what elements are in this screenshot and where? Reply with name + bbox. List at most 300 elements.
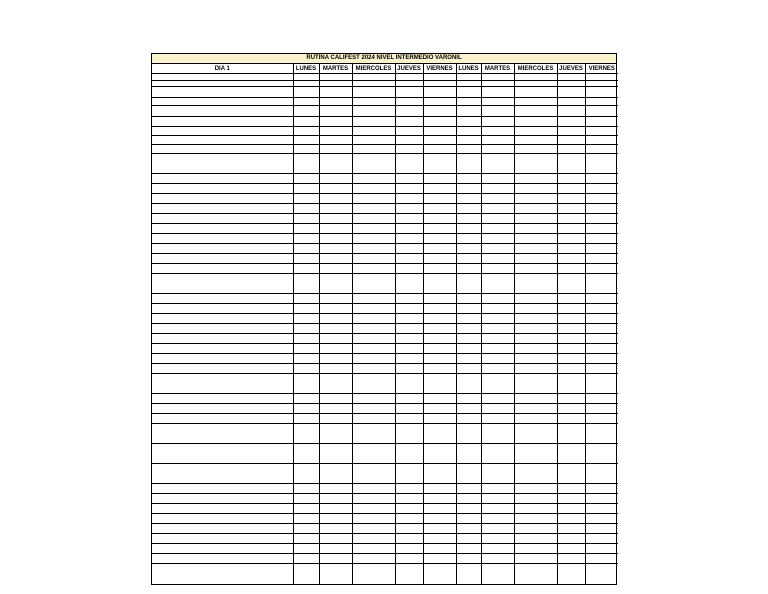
exercise-cell [152, 264, 293, 274]
day-cell [293, 394, 319, 404]
day-cell [395, 374, 423, 394]
exercise-cell [152, 87, 293, 98]
day-cell [395, 127, 423, 136]
day-cell [319, 494, 352, 504]
day-cell [352, 98, 395, 106]
table-row [152, 374, 618, 394]
day-cell [395, 494, 423, 504]
day-cell [352, 117, 395, 127]
exercise-cell [152, 364, 293, 374]
header-day-label: DIA 1 [152, 64, 293, 74]
day-cell [481, 484, 514, 494]
day-cell [293, 234, 319, 244]
day-cell [557, 374, 585, 394]
day-cell [557, 524, 585, 534]
day-cell [293, 117, 319, 127]
day-cell [481, 374, 514, 394]
day-cell [557, 394, 585, 404]
exercise-cell [152, 504, 293, 514]
exercise-cell [152, 484, 293, 494]
day-cell [293, 514, 319, 524]
day-cell [293, 264, 319, 274]
day-cell [395, 194, 423, 204]
day-cell [481, 145, 514, 154]
routine-sheet [151, 53, 617, 585]
day-cell [557, 244, 585, 254]
exercise-cell [152, 564, 293, 584]
day-cell [456, 294, 481, 304]
day-cell [481, 504, 514, 514]
day-cell [585, 204, 618, 214]
day-cell [395, 294, 423, 304]
exercise-cell [152, 534, 293, 544]
day-cell [423, 544, 456, 554]
day-cell [514, 414, 557, 424]
day-cell [352, 564, 395, 584]
day-cell [585, 274, 618, 294]
day-cell [423, 314, 456, 324]
day-cell [557, 264, 585, 274]
day-cell [514, 117, 557, 127]
day-cell [481, 106, 514, 117]
day-cell [585, 464, 618, 484]
day-cell [481, 464, 514, 484]
day-cell [352, 136, 395, 145]
day-cell [319, 324, 352, 334]
exercise-cell [152, 514, 293, 524]
exercise-cell [152, 464, 293, 484]
day-cell [514, 464, 557, 484]
day-cell [514, 214, 557, 224]
day-cell [352, 394, 395, 404]
day-cell [456, 98, 481, 106]
day-cell [481, 424, 514, 444]
day-cell [585, 127, 618, 136]
day-cell [456, 334, 481, 344]
day-cell [456, 464, 481, 484]
day-cell [557, 214, 585, 224]
day-cell [481, 264, 514, 274]
day-cell [514, 334, 557, 344]
table-row [152, 424, 618, 444]
table-row [152, 127, 618, 136]
day-cell [293, 314, 319, 324]
day-cell [293, 554, 319, 564]
day-cell [395, 334, 423, 344]
day-cell [557, 334, 585, 344]
day-cell [514, 344, 557, 354]
exercise-cell [152, 544, 293, 554]
day-cell [456, 117, 481, 127]
day-cell [423, 554, 456, 564]
day-cell [585, 484, 618, 494]
day-cell [352, 534, 395, 544]
day-cell [585, 214, 618, 224]
day-cell [456, 554, 481, 564]
day-cell [423, 324, 456, 334]
day-cell [352, 554, 395, 564]
exercise-cell [152, 424, 293, 444]
exercise-cell [152, 334, 293, 344]
day-cell [395, 264, 423, 274]
day-cell [293, 74, 319, 81]
day-cell [395, 87, 423, 98]
day-cell [319, 554, 352, 564]
day-cell [423, 224, 456, 234]
day-cell [456, 194, 481, 204]
day-cell [585, 334, 618, 344]
day-cell [293, 524, 319, 534]
day-cell [423, 504, 456, 514]
day-cell [319, 404, 352, 414]
day-cell [395, 106, 423, 117]
exercise-cell [152, 136, 293, 145]
day-cell [456, 174, 481, 184]
exercise-cell [152, 204, 293, 214]
day-cell [456, 87, 481, 98]
day-cell [456, 364, 481, 374]
day-cell [557, 174, 585, 184]
sheet-title: RUTINA CALIFEST 2024 NIVEL INTERMEDIO VARONIL [152, 54, 616, 64]
exercise-cell [152, 444, 293, 464]
day-cell [585, 554, 618, 564]
day-cell [352, 234, 395, 244]
day-cell [293, 274, 319, 294]
day-cell [319, 117, 352, 127]
day-cell [395, 274, 423, 294]
day-cell [423, 354, 456, 364]
day-cell [395, 98, 423, 106]
table-row [152, 264, 618, 274]
day-cell [319, 174, 352, 184]
day-cell [514, 264, 557, 274]
day-cell [395, 204, 423, 214]
day-cell [352, 254, 395, 264]
day-cell [585, 324, 618, 334]
day-cell [293, 214, 319, 224]
table-row [152, 234, 618, 244]
day-cell [557, 117, 585, 127]
day-cell [456, 394, 481, 404]
day-cell [514, 74, 557, 81]
day-cell [319, 194, 352, 204]
table-row [152, 334, 618, 344]
day-cell [585, 564, 618, 584]
table-row [152, 504, 618, 514]
day-cell [514, 514, 557, 524]
day-cell [557, 414, 585, 424]
day-cell [585, 524, 618, 534]
day-cell [319, 564, 352, 584]
day-cell [423, 254, 456, 264]
day-cell [481, 244, 514, 254]
exercise-cell [152, 74, 293, 81]
table-row [152, 145, 618, 154]
day-cell [456, 504, 481, 514]
day-cell [514, 304, 557, 314]
table-row [152, 274, 618, 294]
day-cell [352, 127, 395, 136]
exercise-cell [152, 184, 293, 194]
day-cell [481, 564, 514, 584]
day-cell [319, 274, 352, 294]
day-cell [557, 254, 585, 264]
day-cell [395, 224, 423, 234]
day-cell [585, 304, 618, 314]
day-cell [293, 136, 319, 145]
day-cell [585, 294, 618, 304]
day-cell [557, 294, 585, 304]
exercise-cell [152, 524, 293, 534]
day-cell [352, 484, 395, 494]
day-cell [395, 524, 423, 534]
day-cell [395, 484, 423, 494]
day-cell [557, 194, 585, 204]
day-cell [585, 194, 618, 204]
day-cell [319, 374, 352, 394]
day-cell [395, 174, 423, 184]
exercise-cell [152, 145, 293, 154]
day-cell [319, 224, 352, 234]
day-cell [395, 145, 423, 154]
day-cell [352, 364, 395, 374]
day-cell [585, 106, 618, 117]
day-cell [293, 294, 319, 304]
day-cell [395, 254, 423, 264]
day-cell [293, 254, 319, 264]
day-cell [423, 394, 456, 404]
day-cell [514, 127, 557, 136]
day-cell [481, 524, 514, 534]
day-cell [557, 98, 585, 106]
day-cell [293, 414, 319, 424]
day-cell [481, 414, 514, 424]
header-row [152, 64, 618, 74]
day-cell [319, 344, 352, 354]
day-cell [319, 154, 352, 174]
day-cell [557, 564, 585, 584]
day-cell [352, 106, 395, 117]
exercise-cell [152, 554, 293, 564]
day-cell [423, 74, 456, 81]
day-cell [514, 154, 557, 174]
table-row [152, 304, 618, 314]
day-cell [423, 564, 456, 584]
day-cell [395, 404, 423, 414]
day-cell [319, 504, 352, 514]
day-cell [423, 364, 456, 374]
day-cell [514, 224, 557, 234]
day-cell [319, 534, 352, 544]
day-cell [557, 514, 585, 524]
day-cell [423, 494, 456, 504]
day-cell [395, 154, 423, 174]
table-row [152, 564, 618, 584]
day-cell [352, 464, 395, 484]
day-cell [293, 204, 319, 214]
day-cell [557, 494, 585, 504]
day-cell [319, 444, 352, 464]
table-row [152, 514, 618, 524]
day-cell [293, 174, 319, 184]
day-cell [352, 494, 395, 504]
day-cell [585, 354, 618, 364]
exercise-cell [152, 314, 293, 324]
table-row [152, 214, 618, 224]
day-cell [352, 334, 395, 344]
day-cell [293, 154, 319, 174]
day-cell [481, 87, 514, 98]
day-cell [352, 374, 395, 394]
day-cell [557, 544, 585, 554]
exercise-cell [152, 414, 293, 424]
day-cell [319, 304, 352, 314]
day-cell [293, 504, 319, 514]
day-cell [352, 444, 395, 464]
day-cell [352, 274, 395, 294]
routine-rows [152, 74, 618, 584]
day-cell [585, 374, 618, 394]
day-cell [557, 324, 585, 334]
day-cell [585, 534, 618, 544]
table-row [152, 194, 618, 204]
table-row [152, 106, 618, 117]
day-cell [395, 214, 423, 224]
day-cell [585, 184, 618, 194]
header-weekday: LUNES [456, 64, 481, 74]
day-cell [423, 294, 456, 304]
day-cell [293, 344, 319, 354]
day-cell [293, 544, 319, 554]
day-cell [395, 74, 423, 81]
table-row [152, 554, 618, 564]
day-cell [456, 444, 481, 464]
table-row [152, 544, 618, 554]
exercise-cell [152, 304, 293, 314]
day-cell [456, 74, 481, 81]
day-cell [481, 204, 514, 214]
day-cell [481, 364, 514, 374]
day-cell [514, 234, 557, 244]
day-cell [423, 414, 456, 424]
day-cell [456, 154, 481, 174]
day-cell [319, 464, 352, 484]
day-cell [293, 374, 319, 394]
day-cell [319, 234, 352, 244]
day-cell [481, 554, 514, 564]
day-cell [352, 204, 395, 214]
day-cell [456, 404, 481, 414]
day-cell [557, 314, 585, 324]
day-cell [481, 136, 514, 145]
table-row [152, 136, 618, 145]
day-cell [423, 534, 456, 544]
day-cell [456, 254, 481, 264]
exercise-cell [152, 324, 293, 334]
day-cell [557, 74, 585, 81]
exercise-cell [152, 234, 293, 244]
exercise-cell [152, 404, 293, 414]
day-cell [481, 174, 514, 184]
day-cell [481, 394, 514, 404]
day-cell [423, 145, 456, 154]
day-cell [352, 514, 395, 524]
day-cell [481, 214, 514, 224]
day-cell [352, 264, 395, 274]
header-weekday: MARTES [319, 64, 352, 74]
day-cell [293, 424, 319, 444]
day-cell [352, 504, 395, 514]
day-cell [319, 244, 352, 254]
day-cell [352, 404, 395, 414]
exercise-cell [152, 494, 293, 504]
day-cell [319, 364, 352, 374]
day-cell [514, 374, 557, 394]
day-cell [585, 254, 618, 264]
day-cell [585, 404, 618, 414]
day-cell [557, 184, 585, 194]
day-cell [557, 204, 585, 214]
exercise-cell [152, 127, 293, 136]
table-row [152, 404, 618, 414]
day-cell [585, 224, 618, 234]
table-row [152, 244, 618, 254]
day-cell [585, 444, 618, 464]
day-cell [585, 424, 618, 444]
day-cell [557, 145, 585, 154]
day-cell [557, 234, 585, 244]
day-cell [481, 334, 514, 344]
table-row [152, 364, 618, 374]
day-cell [456, 544, 481, 554]
day-cell [514, 244, 557, 254]
day-cell [514, 106, 557, 117]
header-weekday: LUNES [293, 64, 319, 74]
day-cell [352, 424, 395, 444]
day-cell [423, 484, 456, 494]
day-cell [319, 74, 352, 81]
day-cell [395, 464, 423, 484]
day-cell [514, 136, 557, 145]
table-row [152, 464, 618, 484]
day-cell [456, 184, 481, 194]
day-cell [481, 184, 514, 194]
day-cell [514, 314, 557, 324]
day-cell [352, 544, 395, 554]
day-cell [456, 214, 481, 224]
day-cell [514, 394, 557, 404]
day-cell [319, 394, 352, 404]
table-row [152, 174, 618, 184]
day-cell [423, 106, 456, 117]
day-cell [395, 414, 423, 424]
day-cell [423, 444, 456, 464]
table-row [152, 344, 618, 354]
day-cell [395, 554, 423, 564]
day-cell [423, 87, 456, 98]
day-cell [456, 106, 481, 117]
table-row [152, 294, 618, 304]
day-cell [456, 204, 481, 214]
day-cell [481, 224, 514, 234]
table-row [152, 74, 618, 81]
day-cell [352, 244, 395, 254]
day-cell [557, 534, 585, 544]
day-cell [423, 127, 456, 136]
day-cell [293, 145, 319, 154]
day-cell [585, 514, 618, 524]
day-cell [319, 145, 352, 154]
